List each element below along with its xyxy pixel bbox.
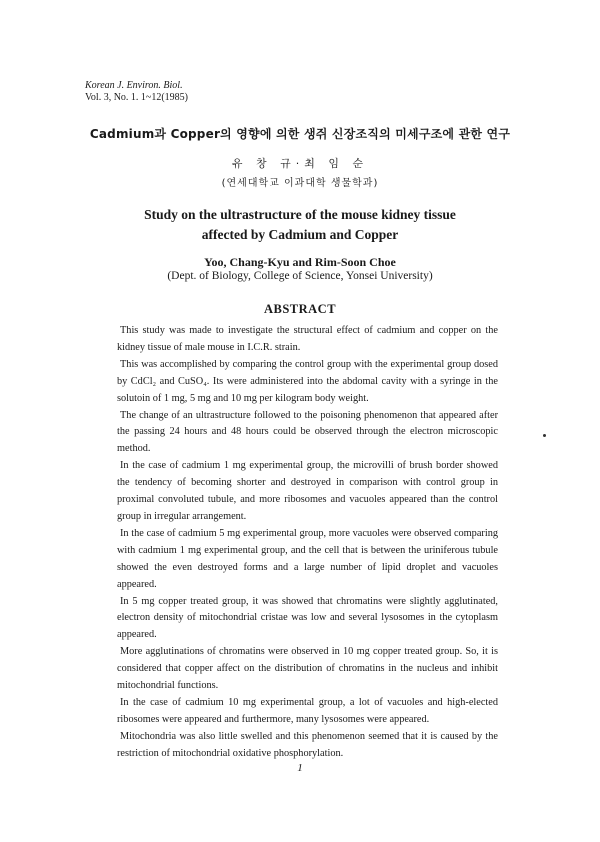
abstract-body (117, 323, 498, 763)
scan-speck (543, 434, 546, 437)
journal-volume: Vol. 3, No. 1. 1~12(1985) (85, 92, 189, 103)
abstract-heading: ABSTRACT (263, 302, 337, 316)
abstract-paragraph: This study was made to investigate the structural effect of cadmium and copper on the kidney tissue of male mouse in I.C.R. strain. (117, 325, 498, 353)
abstract-paragraph: Mitochondria was also little swelled and this phenomenon seemed that it is caused by the restriction of mitochondrial oxidative phosphorylation. (117, 730, 498, 759)
journal-name: Korean J. Environ. Biol. (85, 80, 183, 91)
english-title (0, 205, 600, 245)
english-title-line-2: affected by Cadmium and Copper (201, 227, 399, 242)
abstract-paragraph: This was accomplished by comparing the control group with the experimental group dosed by CdCl₂ and CuSO₄. Its were administered into the abdomal cavity with a syringe in the solutoin of 1 mg, 5 mg and 10 mg per kilogram body weight. (117, 358, 498, 404)
english-authors: Yoo, Chang-Kyu and Rim-Soon Choe (204, 255, 396, 269)
journal-citation (85, 80, 188, 104)
korean-authors: 유 창 규·최 임 순 (231, 157, 369, 170)
abstract-paragraph: In the case of cadmium 1 mg experimental group, the microvilli of brush border showed the tendency of becoming shorter and destroyed in comparison with control group in proximal convoluted tubule, and more ribosomes and vacuoles appeared than the control group in irregular arrangement. (117, 460, 498, 522)
korean-title: Cadmium과 Copper의 영향에 의한 생쥐 신장조직의 미세구조에 관한 연구 (89, 127, 511, 141)
abstract-paragraph: In the case of cadmium 5 mg experimental group, more vacuoles were observed comparing with cadmium 1 mg experimental group, and the cell that is between the uriniferous tubule showed the even destroyed forms and a large number of lipid droplet and vacuoles appeared. (117, 527, 498, 590)
english-affiliation: (Dept. of Biology, College of Science, Yonsei University) (167, 270, 433, 282)
abstract-paragraph: More agglutinations of chromatins were observed in 10 mg copper treated group. So, it is considered that copper affect on the distribution of chromatins in the nucleus and inhibit mitochondrial functions. (117, 646, 498, 692)
page-number: 1 (297, 762, 303, 774)
abstract-paragraph: The change of an ultrastructure followed to the poisoning phenomenon that appeared after the passing 24 hours and 48 hours could be observed through the electron microscopic method. (117, 409, 498, 455)
abstract-paragraph: In 5 mg copper treated group, it was showed that chromatins were slightly agglutinated, electron density of mitochondrial cristae was low and several lysosomes in the cytoplasm appeared. (117, 595, 498, 641)
abstract-paragraph: In the case of cadmium 10 mg experimental group, a lot of vacuoles and high-elected ribosomes were appeared and furthermore, many lysosomes were appeared. (117, 696, 498, 725)
korean-affiliation: (연세대학교 이과대학 생물학과) (221, 178, 379, 189)
english-title-line-1: Study on the ultrastructure of the mouse kidney tissue (144, 207, 456, 222)
